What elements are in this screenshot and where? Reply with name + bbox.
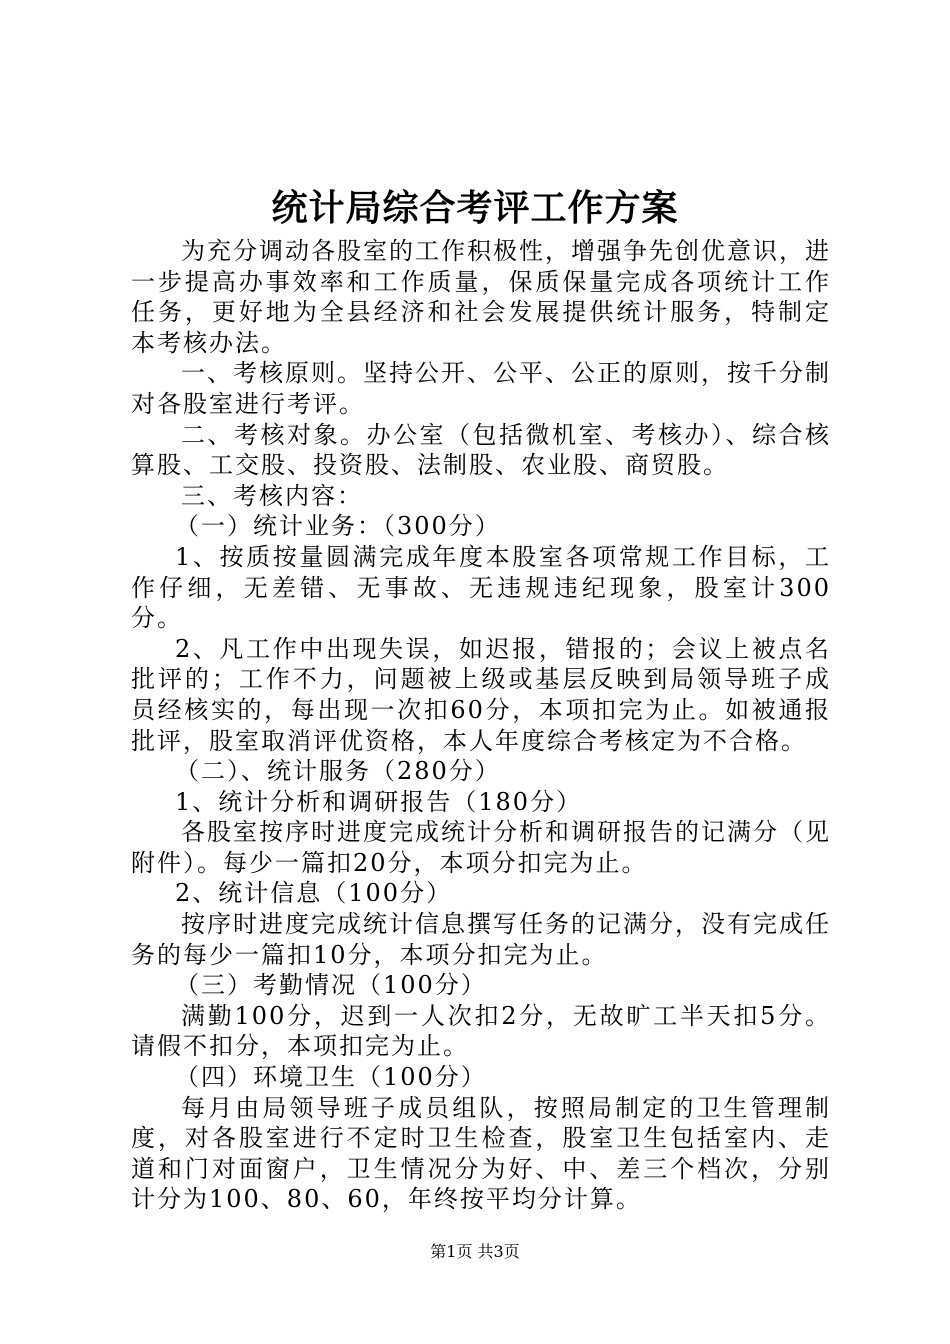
intro-paragraph: 为充分调动各股室的工作积极性，增强争先创优意识，进一步提高办事效率和工作质量，保质保量完成各项统计工作任务，更好地为全县经济和社会发展提供统计服务，特制定本考核办法。	[131, 237, 831, 357]
attendance-text: 满勤100分，迟到一人次扣2分，无故旷工半天扣5分。请假不扣分，本项扣完为止。	[131, 1001, 831, 1061]
subsection-attendance-heading: （三）考勤情况（100分）	[175, 971, 487, 1000]
page-footer: 第1页 共3页	[430, 1242, 520, 1261]
document-title: 统计局综合考评工作方案	[271, 187, 679, 229]
service-item-2-heading: 2、统计信息（100分）	[175, 879, 453, 908]
section-content-heading: 三、考核内容：	[181, 481, 363, 510]
service-item-1-heading: 1、统计分析和调研报告（180分）	[175, 787, 583, 816]
service-item-2-text: 按序时进度完成统计信息撰写任务的记满分，没有完成任务的每少一篇扣10分，本项分扣完为止。	[131, 910, 831, 969]
hygiene-text: 每月由局领导班子成员组队，按照局制定的卫生管理制度，对各股室进行不定时卫生检查，股室卫生包括室内、走道和门对面窗户，卫生情况分为好、中、差三个档次，分别计分为100、80、60，年终按平均分计算。	[131, 1093, 831, 1214]
section-principle: 一、考核原则。坚持公开、公平、公正的原则，按千分制对各股室进行考评。	[131, 359, 831, 418]
subsection-hygiene-heading: （四）环境卫生（100分）	[175, 1063, 487, 1092]
subsection-service-heading: （二）、统计服务（280分）	[175, 757, 501, 786]
business-item-1: 1、按质按量圆满完成年度本股室各项常规工作目标，工作仔细，无差错、无事故、无违规违纪现象，股室计300分。	[131, 542, 831, 633]
business-item-2: 2、凡工作中出现失误，如迟报，错报的；会议上被点名批评的；工作不力，问题被上级或基层反映到局领导班子成员经核实的，每出现一次扣60分，本项扣完为止。如被通报批评，股室取消评优资格，本人年度综合考核定为不合格。	[131, 634, 831, 755]
service-item-1-text: 各股室按序时进度完成统计分析和调研报告的记满分（见附件）。每少一篇扣20分，本项分扣完为止。	[131, 818, 831, 877]
subsection-business-heading: （一）统计业务：（300分）	[175, 512, 501, 541]
document-body	[131, 236, 831, 1215]
section-target: 二、考核对象。办公室（包括微机室、考核办）、综合核算股、工交股、投资股、法制股、农业股、商贸股。	[131, 420, 831, 480]
